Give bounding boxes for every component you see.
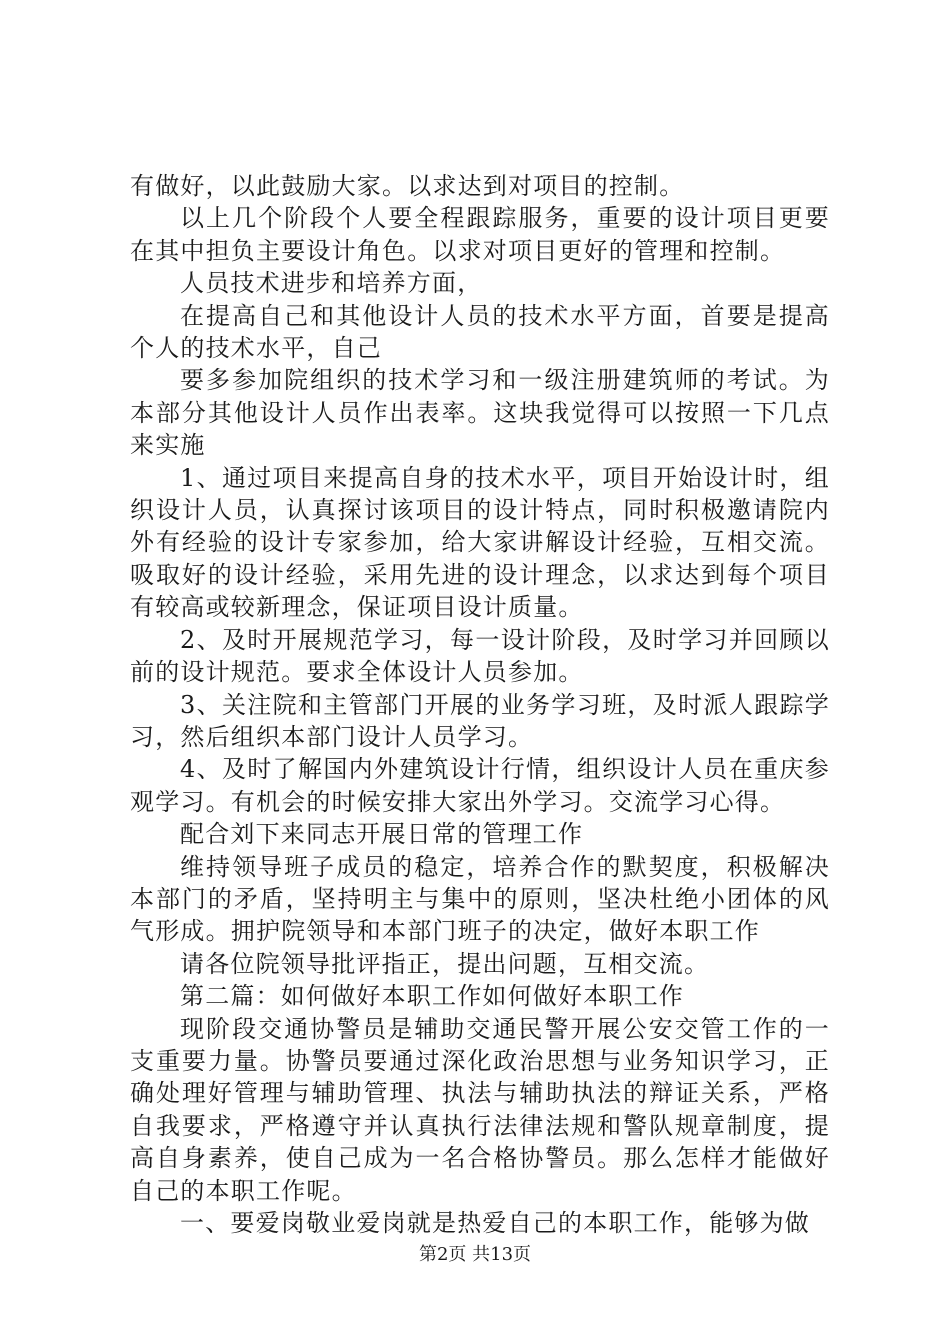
paragraph-14: 现阶段交通协警员是辅助交通民警开展公安交管工作的一支重要力量。协警员要通过深化政治思想与业务知识学习，正确处理好管理与辅助管理、执法与辅助执法的辩证关系，严格自我要求，严格遵守并认真执行法律法规和警队规章制度，提高自身素养，使自己成为一名合格协警员。那么怎样才能做好自己的本职工作呢。 <box>130 1014 830 1205</box>
paragraph-7: 2、及时开展规范学习，每一设计阶段，及时学习并回顾以前的设计规范。要求全体设计人员参加。 <box>130 625 830 687</box>
document-body <box>130 170 830 1239</box>
paragraph-10: 配合刘下来同志开展日常的管理工作 <box>180 820 584 849</box>
paragraph-4: 在提高自己和其他设计人员的技术水平方面，首要是提高个人的技术水平，自己 <box>130 301 830 363</box>
paragraph-1: 有做好，以此鼓励大家。以求达到对项目的控制。 <box>130 172 685 200</box>
paragraph-12: 请各位院领导批评指正，提出问题，互相交流。 <box>180 949 710 978</box>
page-number-footer: 第2页 共13页 <box>418 1244 532 1265</box>
paragraph-5: 要多参加院组织的技术学习和一级注册建筑师的考试。为本部分其他设计人员作出表率。这块我觉得可以按照一下几点来实施 <box>130 366 830 460</box>
paragraph-3: 人员技术进步和培养方面， <box>180 269 483 298</box>
paragraph-8: 3、关注院和主管部门开展的业务学习班，及时派人跟踪学习，然后组织本部门设计人员学习。 <box>130 690 830 751</box>
paragraph-6: 1、通过项目来提高自身的技术水平，项目开始设计时，组织设计人员，认真探讨该项目的设计特点，同时积极邀请院内外有经验的设计专家参加，给大家讲解设计经验，互相交流。吸取好的设计经验，采用先进的设计理念，以求达到每个项目有较高或较新理念，保证项目设计质量。 <box>130 463 830 622</box>
paragraph-2: 以上几个阶段个人要全程跟踪服务，重要的设计项目更要在其中担负主要设计角色。以求对项目更好的管理和控制。 <box>130 204 830 265</box>
paragraph-11: 维持领导班子成员的稳定，培养合作的默契度，积极解决本部门的矛盾，坚持明主与集中的原则，坚决杜绝小团体的风气形成。拥护院领导和本部门班子的决定，做好本职工作 <box>130 852 830 946</box>
paragraph-15: 一、要爱岗敬业爱岗就是热爱自己的本职工作，能够为做 <box>180 1209 810 1237</box>
paragraph-9: 4、及时了解国内外建筑设计行情，组织设计人员在重庆参观学习。有机会的时候安排大家出外学习。交流学习心得。 <box>130 755 830 816</box>
section-heading: 第二篇：如何做好本职工作如何做好本职工作 <box>180 982 684 1011</box>
